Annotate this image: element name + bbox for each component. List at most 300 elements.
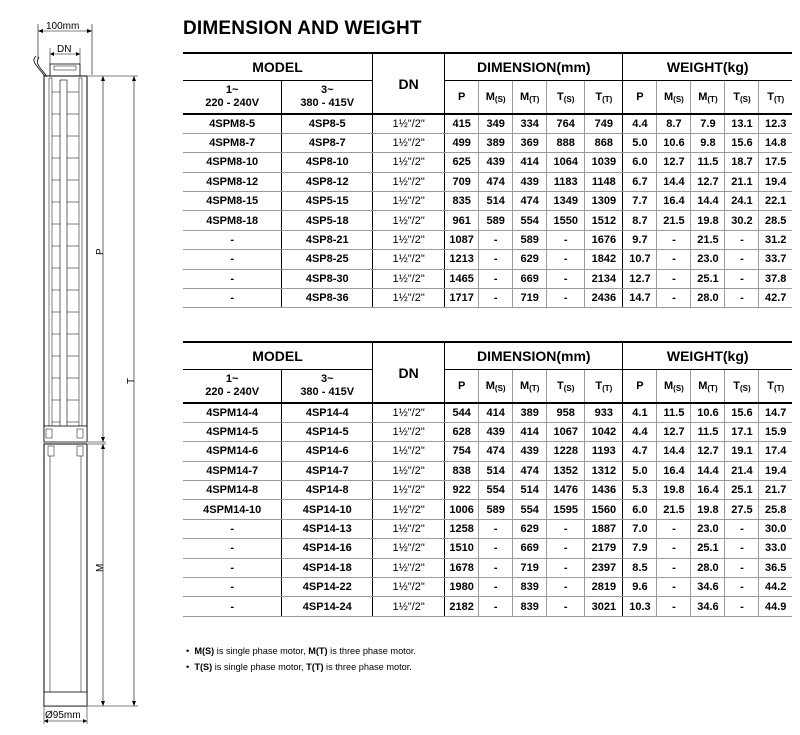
table-cell: 1436 [585, 481, 623, 500]
footnotes [186, 643, 416, 675]
table-cell: 12.7 [657, 153, 691, 172]
table-cell: - [547, 597, 585, 616]
table-cell: 2182 [445, 597, 479, 616]
table-cell: 44.9 [759, 597, 792, 616]
table-cell: 554 [479, 481, 513, 500]
table-cell: 1½"/2" [373, 461, 445, 480]
table-cell: 7.7 [623, 192, 657, 211]
table-cell: 414 [479, 403, 513, 422]
table-cell: 14.4 [657, 172, 691, 191]
table-cell: 1067 [547, 422, 585, 441]
table-cell: 14.7 [759, 403, 792, 422]
table-cell: 7.9 [623, 539, 657, 558]
table-cell: 1512 [585, 211, 623, 230]
table-cell: 10.6 [657, 133, 691, 152]
ms-col-header: $M_{(S)}$ [479, 81, 513, 115]
table-cell: 6.0 [623, 500, 657, 519]
table-cell: - [725, 250, 759, 269]
table-cell: 19.8 [657, 481, 691, 500]
table-cell: 4SP14-4 [282, 403, 373, 422]
table-cell: 1½"/2" [373, 481, 445, 500]
table-cell: 17.5 [759, 153, 792, 172]
table-cell: 27.5 [725, 500, 759, 519]
table-cell: - [479, 269, 513, 288]
table-cell: 754 [445, 442, 479, 461]
table-cell: 1887 [585, 519, 623, 538]
table-cell: 4.7 [623, 442, 657, 461]
footnote-2: • T(S) is single phase motor, T(T) is three phase motor. [186, 662, 412, 672]
table-cell: 1½"/2" [373, 422, 445, 441]
table-cell: 1465 [445, 269, 479, 288]
table-cell: 19.4 [759, 461, 792, 480]
table-cell: 25.1 [691, 269, 725, 288]
table-cell: - [479, 230, 513, 249]
table-cell: 19.8 [691, 211, 725, 230]
table-cell: - [547, 269, 585, 288]
table-cell: 334 [513, 114, 547, 133]
weight-header: WEIGHT(kg) [623, 342, 792, 370]
page-title: DIMENSION AND WEIGHT [183, 18, 422, 39]
table-cell: 1258 [445, 519, 479, 538]
table-row [183, 192, 792, 211]
table-cell: 4SP14-10 [282, 500, 373, 519]
mt-weight-col-header: $M_{(T)}$ [691, 370, 725, 404]
table-cell: 4SP8-7 [282, 133, 373, 152]
table-cell: 1½"/2" [373, 230, 445, 249]
table-cell: 4SPM14-8 [183, 481, 282, 500]
table-cell: 8.7 [623, 211, 657, 230]
table-row [183, 114, 792, 133]
table-cell: 514 [479, 192, 513, 211]
table-cell: 414 [513, 153, 547, 172]
dn-header: DN [373, 342, 445, 403]
table-row [183, 289, 792, 308]
table-cell: 1676 [585, 230, 623, 249]
table-cell: - [183, 597, 282, 616]
table-cell: 4SPM8-5 [183, 114, 282, 133]
table-cell: 4SPM8-7 [183, 133, 282, 152]
table-cell: 719 [513, 558, 547, 577]
table-cell: 2179 [585, 539, 623, 558]
table-cell: 23.0 [691, 250, 725, 269]
table-cell: - [725, 230, 759, 249]
table-cell: 4SP14-18 [282, 558, 373, 577]
table-cell: 19.8 [691, 500, 725, 519]
table-cell: 554 [513, 211, 547, 230]
table-cell: 839 [513, 578, 547, 597]
table-cell: 835 [445, 192, 479, 211]
table-cell: 933 [585, 403, 623, 422]
table-cell: - [183, 558, 282, 577]
table-row [183, 578, 792, 597]
weight-header: WEIGHT(kg) [623, 53, 792, 81]
table-cell: 2397 [585, 558, 623, 577]
table-cell: - [725, 597, 759, 616]
table-cell: 12.3 [759, 114, 792, 133]
table-cell: 629 [513, 519, 547, 538]
table-row [183, 500, 792, 519]
p-col-header: P [445, 81, 479, 115]
table-cell: 474 [479, 442, 513, 461]
table-cell: 10.3 [623, 597, 657, 616]
table-cell: 439 [479, 422, 513, 441]
table-cell: 1½"/2" [373, 153, 445, 172]
p-dimension-label: P [95, 248, 106, 255]
table-cell: 1½"/2" [373, 539, 445, 558]
table-cell: 13.1 [725, 114, 759, 133]
table-cell: 4SPM8-15 [183, 192, 282, 211]
table-cell: 4SP14-8 [282, 481, 373, 500]
table-cell: - [479, 539, 513, 558]
table-cell: 4SP14-6 [282, 442, 373, 461]
table-cell: 474 [513, 461, 547, 480]
table-cell: - [183, 519, 282, 538]
table-cell: 7.0 [623, 519, 657, 538]
table-cell: 4SPM14-10 [183, 500, 282, 519]
table-cell: - [657, 289, 691, 308]
three-phase-header: 3~ 380 - 415V [282, 370, 373, 404]
table-cell: 1312 [585, 461, 623, 480]
table-cell: 369 [513, 133, 547, 152]
table-cell: 17.4 [759, 442, 792, 461]
table-cell: 5.0 [623, 461, 657, 480]
table-cell: 4SPM8-10 [183, 153, 282, 172]
table-cell: 439 [513, 442, 547, 461]
table-cell: 8.5 [623, 558, 657, 577]
table-cell: 28.5 [759, 211, 792, 230]
table-cell: 33.7 [759, 250, 792, 269]
pump-drawing [0, 0, 180, 735]
table-cell: 9.8 [691, 133, 725, 152]
table-cell: 1006 [445, 500, 479, 519]
table-cell: 4SP14-5 [282, 422, 373, 441]
mt-weight-col-header: $M_{(T)}$ [691, 81, 725, 115]
table-cell: 1980 [445, 578, 479, 597]
table-cell: 1087 [445, 230, 479, 249]
table-cell: - [657, 269, 691, 288]
table-cell: 1349 [547, 192, 585, 211]
table-cell: - [657, 519, 691, 538]
table-cell: - [479, 558, 513, 577]
table-cell: - [479, 289, 513, 308]
table-cell: 4SPM14-5 [183, 422, 282, 441]
table-row [183, 211, 792, 230]
ms-col-header: $M_{(S)}$ [479, 370, 513, 404]
table-cell: 1560 [585, 500, 623, 519]
width-100mm-label: 100mm [46, 21, 80, 32]
table-cell: 21.7 [759, 481, 792, 500]
table-cell: 415 [445, 114, 479, 133]
table-cell: 439 [479, 153, 513, 172]
ts-col-header: $T_{(S)}$ [547, 370, 585, 404]
table-row [183, 269, 792, 288]
table-cell: 474 [479, 172, 513, 191]
table-row [183, 519, 792, 538]
table-cell: 389 [479, 133, 513, 152]
dimension-table-8 [183, 52, 792, 308]
table-cell: - [725, 289, 759, 308]
table-cell: 961 [445, 211, 479, 230]
table-cell: - [657, 230, 691, 249]
m-dimension-label: M [95, 563, 106, 572]
table-cell: 9.6 [623, 578, 657, 597]
table-cell: 838 [445, 461, 479, 480]
single-phase-header: 1~ 220 - 240V [183, 81, 282, 115]
table-cell: - [479, 519, 513, 538]
dimension-header: DIMENSION(mm) [445, 53, 623, 81]
table-cell: 28.0 [691, 289, 725, 308]
table-cell: 1476 [547, 481, 585, 500]
table-cell: 30.0 [759, 519, 792, 538]
table-cell: 414 [513, 422, 547, 441]
table-cell: 19.4 [759, 172, 792, 191]
table-cell: 1228 [547, 442, 585, 461]
table-cell: 6.7 [623, 172, 657, 191]
table-cell: 4SP14-22 [282, 578, 373, 597]
diameter-95mm-label: Ø95mm [45, 710, 81, 721]
table-cell: 16.4 [691, 481, 725, 500]
ts-col-header: $T_{(S)}$ [547, 81, 585, 115]
table-cell: - [657, 578, 691, 597]
table-cell: 1842 [585, 250, 623, 269]
table-cell: 1309 [585, 192, 623, 211]
table-cell: 11.5 [691, 422, 725, 441]
ms-weight-col-header: $M_{(S)}$ [657, 370, 691, 404]
table-cell: 5.0 [623, 133, 657, 152]
table-cell: - [547, 230, 585, 249]
table-cell: - [547, 289, 585, 308]
table-cell: 28.0 [691, 558, 725, 577]
table-row [183, 153, 792, 172]
three-phase-header: 3~ 380 - 415V [282, 81, 373, 115]
table-cell: 37.8 [759, 269, 792, 288]
table-cell: 544 [445, 403, 479, 422]
table-cell: 922 [445, 481, 479, 500]
table-cell: - [657, 539, 691, 558]
table-row [183, 481, 792, 500]
table-cell: 4SP14-13 [282, 519, 373, 538]
table-cell: - [725, 539, 759, 558]
table-cell: 1183 [547, 172, 585, 191]
table-cell: - [725, 558, 759, 577]
table-row [183, 539, 792, 558]
table-cell: 749 [585, 114, 623, 133]
table-cell: 1039 [585, 153, 623, 172]
table-cell: 18.7 [725, 153, 759, 172]
table-cell: 625 [445, 153, 479, 172]
table-cell: 44.2 [759, 578, 792, 597]
table-cell: 669 [513, 269, 547, 288]
table-cell: 4SPM14-6 [183, 442, 282, 461]
table-cell: - [479, 597, 513, 616]
tt-col-header: $T_{(T)}$ [585, 81, 623, 115]
table-cell: 669 [513, 539, 547, 558]
table-cell: 629 [513, 250, 547, 269]
table-cell: 589 [479, 211, 513, 230]
table-cell: 33.0 [759, 539, 792, 558]
table-row [183, 597, 792, 616]
table-row [183, 461, 792, 480]
table-cell: 389 [513, 403, 547, 422]
footnote-1: • M(S) is single phase motor, M(T) is three phase motor. [186, 646, 416, 656]
table-cell: 958 [547, 403, 585, 422]
table-cell: 17.1 [725, 422, 759, 441]
table-cell: 4SPM8-18 [183, 211, 282, 230]
p-weight-col-header: P [623, 81, 657, 115]
table-cell: 15.6 [725, 133, 759, 152]
tt-weight-col-header: $T_{(T)}$ [759, 370, 792, 404]
table-cell: - [183, 269, 282, 288]
table-cell: - [725, 578, 759, 597]
table-cell: 1½"/2" [373, 172, 445, 191]
table-cell: 34.6 [691, 578, 725, 597]
table-cell: 4SP8-12 [282, 172, 373, 191]
table-cell: 15.6 [725, 403, 759, 422]
table-cell: 1½"/2" [373, 133, 445, 152]
table-cell: 4SP8-5 [282, 114, 373, 133]
table-row [183, 250, 792, 269]
tt-col-header: $T_{(T)}$ [585, 370, 623, 404]
table-cell: 16.4 [657, 192, 691, 211]
table-cell: 4SP8-10 [282, 153, 373, 172]
table-cell: 4SP5-18 [282, 211, 373, 230]
table-cell: 30.2 [725, 211, 759, 230]
table-cell: 514 [513, 481, 547, 500]
table-row [183, 442, 792, 461]
single-phase-header: 1~ 220 - 240V [183, 370, 282, 404]
table-cell: 34.6 [691, 597, 725, 616]
table-cell: - [183, 539, 282, 558]
table-cell: - [657, 250, 691, 269]
table-row [183, 172, 792, 191]
table-cell: 888 [547, 133, 585, 152]
table-cell: 1½"/2" [373, 500, 445, 519]
dn-label: DN [57, 44, 72, 55]
ts-weight-col-header: $T_{(S)}$ [725, 81, 759, 115]
table-cell: 4SP8-30 [282, 269, 373, 288]
table-cell: 24.1 [725, 192, 759, 211]
table-cell: 1064 [547, 153, 585, 172]
table-cell: 1717 [445, 289, 479, 308]
table-cell: 12.7 [657, 422, 691, 441]
table-cell: 4SP14-24 [282, 597, 373, 616]
table-cell: 1042 [585, 422, 623, 441]
dn-header: DN [373, 53, 445, 114]
table-cell: 21.1 [725, 172, 759, 191]
table-cell: 11.5 [657, 403, 691, 422]
table-cell: 1352 [547, 461, 585, 480]
table-cell: 1213 [445, 250, 479, 269]
table-cell: - [547, 539, 585, 558]
mt-col-header: $M_{(T)}$ [513, 370, 547, 404]
tt-weight-col-header: $T_{(T)}$ [759, 81, 792, 115]
table-cell: 474 [513, 192, 547, 211]
table-cell: 8.7 [657, 114, 691, 133]
table-cell: 1½"/2" [373, 558, 445, 577]
model-header: MODEL [183, 342, 373, 370]
table-cell: 10.7 [623, 250, 657, 269]
table-cell: 14.8 [759, 133, 792, 152]
table-cell: 10.6 [691, 403, 725, 422]
table-cell: 1510 [445, 539, 479, 558]
table-cell: 4SPM14-4 [183, 403, 282, 422]
table-cell: 12.7 [691, 442, 725, 461]
dimension-table-14 [183, 341, 792, 617]
table-cell: 23.0 [691, 519, 725, 538]
t-dimension-label: T [126, 377, 137, 384]
table-cell: 628 [445, 422, 479, 441]
table-cell: 4SP14-16 [282, 539, 373, 558]
table-cell: 42.7 [759, 289, 792, 308]
table-cell: 719 [513, 289, 547, 308]
p-weight-col-header: P [623, 370, 657, 404]
table-cell: 589 [479, 500, 513, 519]
p-col-header: P [445, 370, 479, 404]
table-cell: 1½"/2" [373, 578, 445, 597]
table-cell: 1678 [445, 558, 479, 577]
table-cell: - [725, 519, 759, 538]
table-cell: - [183, 250, 282, 269]
table-row [183, 403, 792, 422]
table-cell: 15.9 [759, 422, 792, 441]
table-cell: 2819 [585, 578, 623, 597]
table-cell: 4SP5-15 [282, 192, 373, 211]
table-cell: 4.4 [623, 114, 657, 133]
table-cell: 764 [547, 114, 585, 133]
table-cell: 4SPM14-7 [183, 461, 282, 480]
table-cell: - [183, 289, 282, 308]
mt-col-header: $M_{(T)}$ [513, 81, 547, 115]
table-cell: 3021 [585, 597, 623, 616]
table-cell: 14.4 [691, 192, 725, 211]
table-cell: 14.7 [623, 289, 657, 308]
table-cell: 1148 [585, 172, 623, 191]
table-cell: 4SPM8-12 [183, 172, 282, 191]
table-cell: 19.1 [725, 442, 759, 461]
table-cell: 589 [513, 230, 547, 249]
table-cell: 839 [513, 597, 547, 616]
table-row [183, 133, 792, 152]
table-cell: 21.5 [657, 211, 691, 230]
table-cell: 21.4 [725, 461, 759, 480]
table-cell: - [547, 578, 585, 597]
table-cell: - [183, 230, 282, 249]
table-cell: 4SP8-36 [282, 289, 373, 308]
table-cell: 22.1 [759, 192, 792, 211]
table-cell: 349 [479, 114, 513, 133]
table-cell: 2436 [585, 289, 623, 308]
table-cell: 14.4 [691, 461, 725, 480]
table-cell: 868 [585, 133, 623, 152]
table-cell: 1½"/2" [373, 442, 445, 461]
table-cell: 1½"/2" [373, 403, 445, 422]
table-cell: - [479, 250, 513, 269]
table-cell: 1595 [547, 500, 585, 519]
table-cell: 439 [513, 172, 547, 191]
table-cell: 4.4 [623, 422, 657, 441]
table-cell: 21.5 [691, 230, 725, 249]
table-cell: 1193 [585, 442, 623, 461]
table-cell: - [725, 269, 759, 288]
table-cell: - [547, 558, 585, 577]
dimension-header: DIMENSION(mm) [445, 342, 623, 370]
table-cell: 25.8 [759, 500, 792, 519]
table-cell: 25.1 [691, 539, 725, 558]
table-cell: 1½"/2" [373, 269, 445, 288]
table-cell: 21.5 [657, 500, 691, 519]
table-cell: - [547, 250, 585, 269]
table-cell: 12.7 [623, 269, 657, 288]
